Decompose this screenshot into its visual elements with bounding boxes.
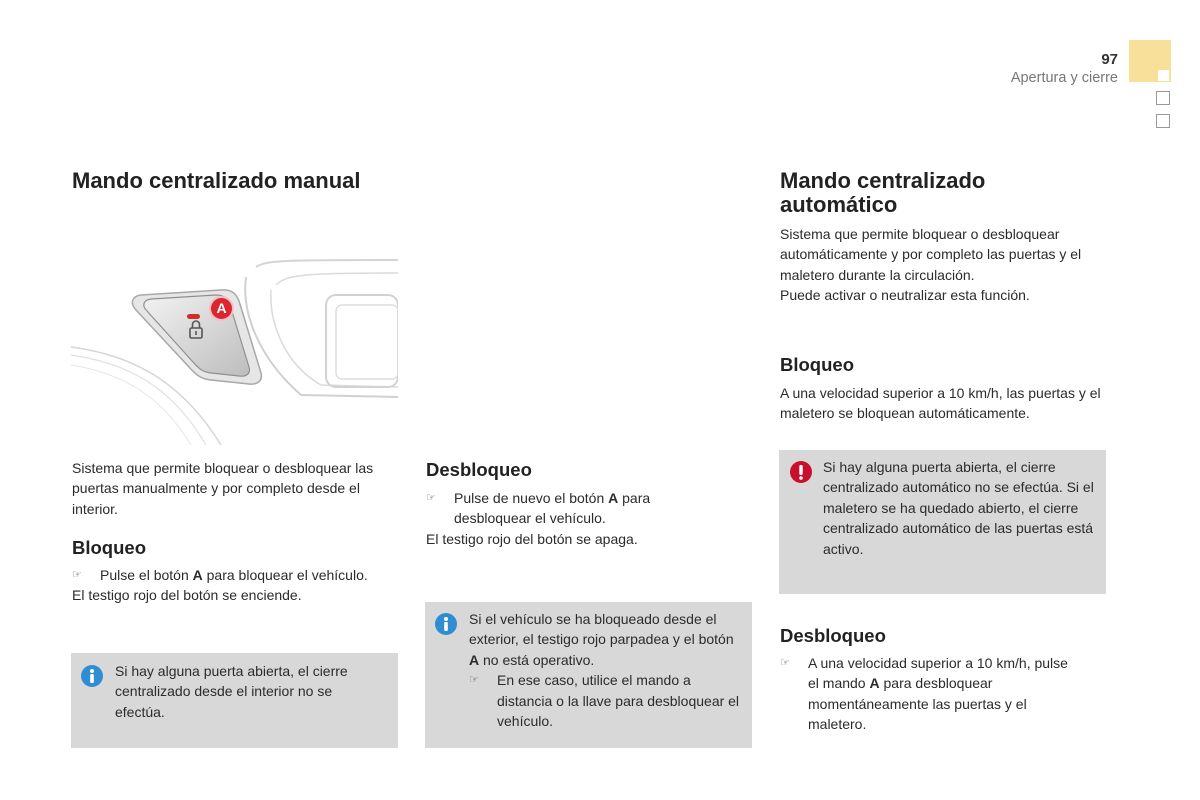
finger-pointer-icon: ☞ bbox=[780, 657, 790, 669]
manual-unlock-block bbox=[426, 488, 726, 549]
auto-lock-text: A una velocidad superior a 10 km/h, las puertas y el maletero se bloquean automáticamente. bbox=[780, 385, 1101, 422]
middle-note-sub-bullet: ☞ En ese caso, utilice el mando a distancia o la llave para desbloquear el vehículo. bbox=[469, 672, 740, 730]
chapter-tab bbox=[1156, 91, 1170, 105]
auto-unlock-heading: Desbloqueo bbox=[780, 625, 886, 646]
middle-note-line: Si el vehículo se ha bloqueado desde el exterior, el testigo rojo parpadea y el botón A no está operativo. bbox=[469, 611, 734, 668]
auto-unlock-bullet: ☞ A una velocidad superior a 10 km/h, pulse el mando A para desbloquear momentáneamente las puertas y el maletero. bbox=[780, 655, 1068, 733]
auto-lock-heading: Bloqueo bbox=[780, 354, 854, 375]
manual-intro-text: Sistema que permite bloquear o desbloquear las puertas manualmente y por completo desde el interior. bbox=[72, 460, 374, 517]
manual-unlock-bullet: ☞ Pulse de nuevo el botón A para desbloquear el vehículo. bbox=[426, 490, 651, 527]
info-icon bbox=[81, 665, 103, 687]
auto-unlock-block bbox=[780, 653, 1080, 735]
section-title-automatic: Mando centralizado automático bbox=[780, 168, 986, 217]
manual-unlock-text: El testigo rojo del botón se apaga. bbox=[426, 530, 638, 547]
manual-lock-heading: Bloqueo bbox=[72, 537, 146, 558]
callout-a-badge bbox=[209, 296, 234, 321]
door-lock-button-illustration bbox=[71, 255, 398, 445]
auto-warning-note-text: Si hay alguna puerta abierta, el cierre centralizado automático no se efectúa. Si el maletero se ha quedado abierto, el cierre centralizado automático de las puertas está activo. bbox=[823, 459, 1094, 557]
auto-warning-note bbox=[779, 450, 1106, 594]
finger-pointer-icon: ☞ bbox=[469, 674, 479, 687]
manual-unlock-heading: Desbloqueo bbox=[426, 459, 532, 480]
chapter-tab bbox=[1156, 114, 1170, 128]
chapter-title: Apertura y cierre bbox=[1010, 70, 1118, 86]
manual-lock-bullet: ☞ Pulse el botón A para bloquear el vehículo. bbox=[72, 565, 402, 585]
chapter-tab-active bbox=[1129, 40, 1171, 82]
auto-intro-block bbox=[780, 224, 1110, 306]
auto-intro-text-2: Puede activar o neutralizar esta función. bbox=[780, 287, 1030, 304]
middle-info-note bbox=[425, 602, 752, 748]
manual-info-note bbox=[71, 653, 398, 748]
warning-icon bbox=[790, 461, 812, 483]
finger-pointer-icon: ☞ bbox=[72, 569, 82, 581]
middle-info-note-text bbox=[469, 609, 741, 731]
callout-a-label: A bbox=[216, 300, 227, 316]
section-title-manual: Mando centralizado manual bbox=[72, 168, 361, 193]
auto-intro-text: Sistema que permite bloquear o desbloquear automáticamente y por completo las puertas y el maletero durante la circulación. bbox=[780, 226, 1082, 283]
manual-lock-block bbox=[72, 565, 402, 606]
manual-info-note-text: Si hay alguna puerta abierta, el cierre centralizado desde el interior no se efectúa. bbox=[115, 663, 348, 720]
manual-lock-text: El testigo rojo del botón se enciende. bbox=[72, 587, 302, 604]
finger-pointer-icon: ☞ bbox=[426, 492, 436, 504]
info-icon bbox=[435, 613, 457, 635]
page-number: 97 bbox=[1101, 51, 1118, 68]
